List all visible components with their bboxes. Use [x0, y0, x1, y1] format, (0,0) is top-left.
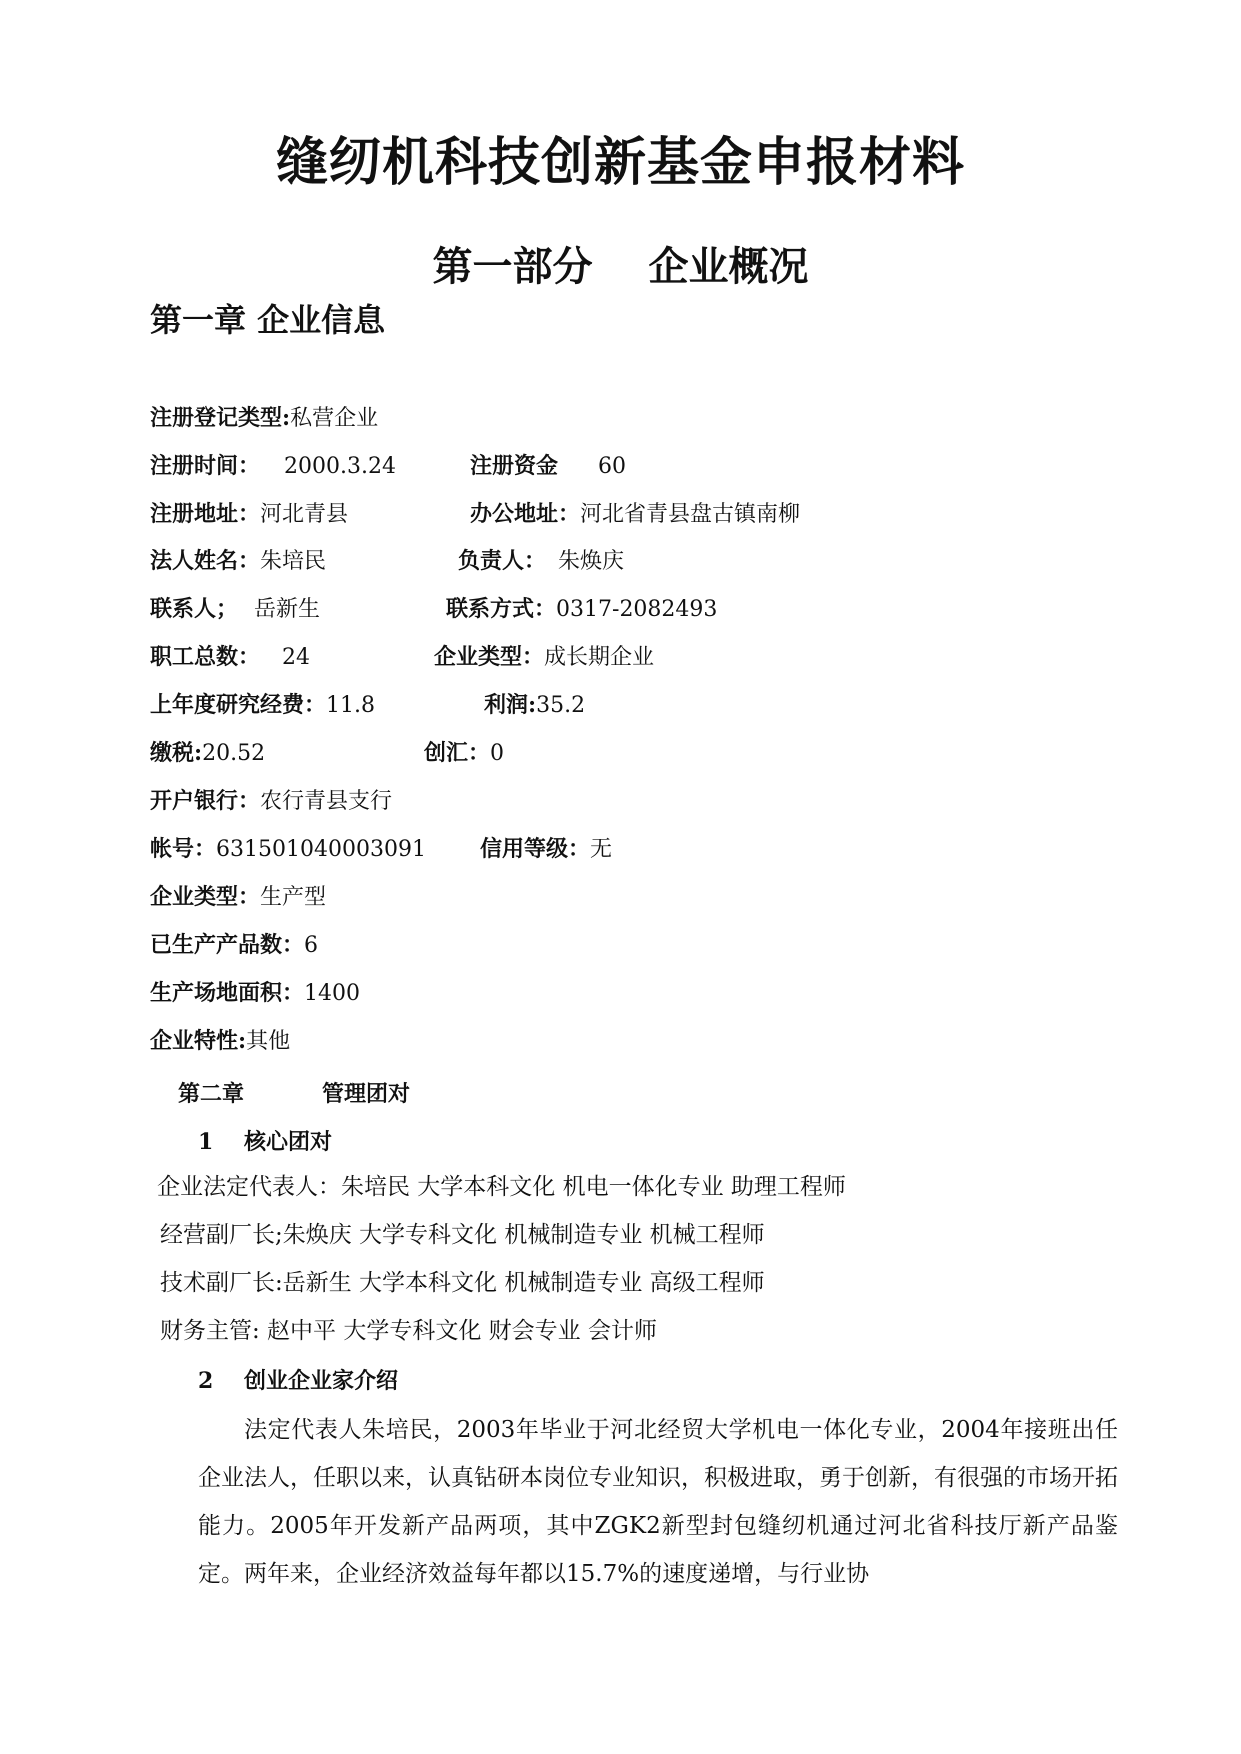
field-tax — [150, 738, 265, 769]
field-contact — [150, 594, 320, 625]
field-label: 职工总数： — [150, 644, 261, 670]
field-label: 注册登记类型: — [150, 405, 291, 431]
field-label: 注册时间： — [150, 453, 261, 479]
field-value: 11.8 — [326, 693, 375, 718]
field-value: 0 — [490, 741, 505, 766]
field-company-nature — [150, 1026, 290, 1057]
field-value: 农行青县支行 — [260, 789, 393, 814]
field-label: 法人姓名： — [150, 548, 261, 574]
team-member: 财务主管: 赵中平 大学专科文化 财会专业 会计师 — [160, 1318, 657, 1344]
field-company-stage — [434, 642, 654, 673]
field-site-area — [150, 978, 360, 1009]
intro-paragraph: 法定代表人朱培民，2003年毕业于河北经贸大学机电一体化专业，2004年接班出任企业法人，任职以来，认真钻研本岗位专业知识，积极进取，勇于创新，有很强的市场开拓能力。2005年开发新产品两项，其中ZGK2新型封包缝纫机通过河北省科技厅新产品鉴定。两年来，企业经济效益每年都以15.7%的速度递增，与行业协 — [198, 1417, 1118, 1587]
field-label: 注册资金 — [470, 453, 559, 479]
chapter-2-label: 第二章 — [178, 1081, 245, 1107]
field-label: 缴税: — [150, 740, 203, 766]
field-label: 已生产产品数： — [150, 932, 305, 958]
field-label: 利润: — [484, 692, 537, 718]
field-label: 负责人： — [458, 548, 547, 574]
section-number: 1 — [198, 1129, 214, 1155]
section-title: 核心团对 — [244, 1129, 333, 1155]
field-contact-phone — [446, 594, 717, 625]
team-member: 经营副厂长;朱焕庆 大学专科文化 机械制造专业 机械工程师 — [160, 1222, 765, 1248]
field-label: 注册地址： — [150, 501, 261, 527]
field-value: 无 — [590, 837, 613, 862]
field-label: 创汇： — [424, 740, 491, 766]
field-label: 帐号： — [150, 836, 217, 862]
field-value: 岳新生 — [254, 597, 321, 622]
field-products-count — [150, 930, 318, 961]
part-heading — [0, 242, 1241, 292]
field-label: 企业类型： — [150, 884, 261, 910]
field-office-address — [470, 499, 800, 530]
field-bank — [150, 786, 392, 817]
field-value: 私营企业 — [290, 406, 379, 431]
section-number: 2 — [198, 1368, 214, 1394]
field-value: 1400 — [304, 981, 361, 1006]
field-profit — [484, 690, 585, 721]
field-value: 631501040003091 — [216, 837, 426, 862]
field-value: 60 — [598, 454, 627, 479]
field-reg-address — [150, 499, 348, 530]
field-label: 开户银行： — [150, 788, 261, 814]
field-account — [150, 834, 426, 865]
field-reg-type — [150, 403, 378, 434]
field-legal-rep — [150, 546, 326, 577]
chapter-2-name: 管理团对 — [322, 1081, 411, 1107]
field-value: 生产型 — [260, 885, 327, 910]
field-label: 企业类型： — [434, 644, 545, 670]
field-label: 办公地址： — [470, 501, 581, 527]
field-employees — [150, 642, 310, 673]
chapter-1-heading: 第一章 企业信息 — [150, 301, 386, 339]
team-member: 企业法定代表人：朱培民 大学本科文化 机电一体化专业 助理工程师 — [157, 1174, 846, 1200]
team-member: 技术副厂长:岳新生 大学本科文化 机械制造专业 高级工程师 — [160, 1270, 765, 1296]
field-value: 朱焕庆 — [558, 549, 625, 574]
section-2-heading — [198, 1364, 398, 1395]
field-value: 35.2 — [536, 693, 586, 718]
field-value: 成长期企业 — [544, 645, 655, 670]
section-1-heading — [198, 1125, 332, 1156]
field-credit-rating — [480, 834, 612, 865]
field-company-type — [150, 882, 326, 913]
chapter-2-heading — [178, 1077, 410, 1108]
field-label: 生产场地面积： — [150, 980, 305, 1006]
field-label: 联系方式： — [446, 596, 557, 622]
field-value: 河北青县 — [260, 502, 349, 527]
field-reg-date — [150, 451, 396, 482]
field-value: 2000.3.24 — [284, 454, 396, 479]
field-value: 6 — [304, 933, 319, 958]
field-value: 其他 — [246, 1029, 291, 1054]
field-research-funds — [150, 690, 375, 721]
document-title: 缝纫机科技创新基金申报材料 — [275, 132, 965, 193]
field-reg-capital — [470, 451, 626, 482]
field-label: 信用等级： — [480, 836, 591, 862]
field-value: 朱培民 — [260, 549, 327, 574]
field-label: 企业特性: — [150, 1028, 247, 1054]
field-value: 0317-2082493 — [556, 597, 718, 622]
field-foreign-exchange — [424, 738, 504, 769]
part-label: 第一部分 — [432, 243, 593, 290]
section-title: 创业企业家介绍 — [244, 1368, 399, 1394]
field-label: 上年度研究经费： — [150, 692, 327, 718]
part-name: 企业概况 — [648, 243, 809, 290]
field-value: 24 — [282, 645, 311, 670]
field-person-in-charge — [458, 546, 624, 577]
field-value: 河北省青县盘古镇南柳 — [580, 502, 801, 527]
field-value: 20.52 — [202, 741, 266, 766]
field-label: 联系人； — [150, 596, 239, 622]
entrepreneur-intro — [198, 1406, 1118, 1598]
